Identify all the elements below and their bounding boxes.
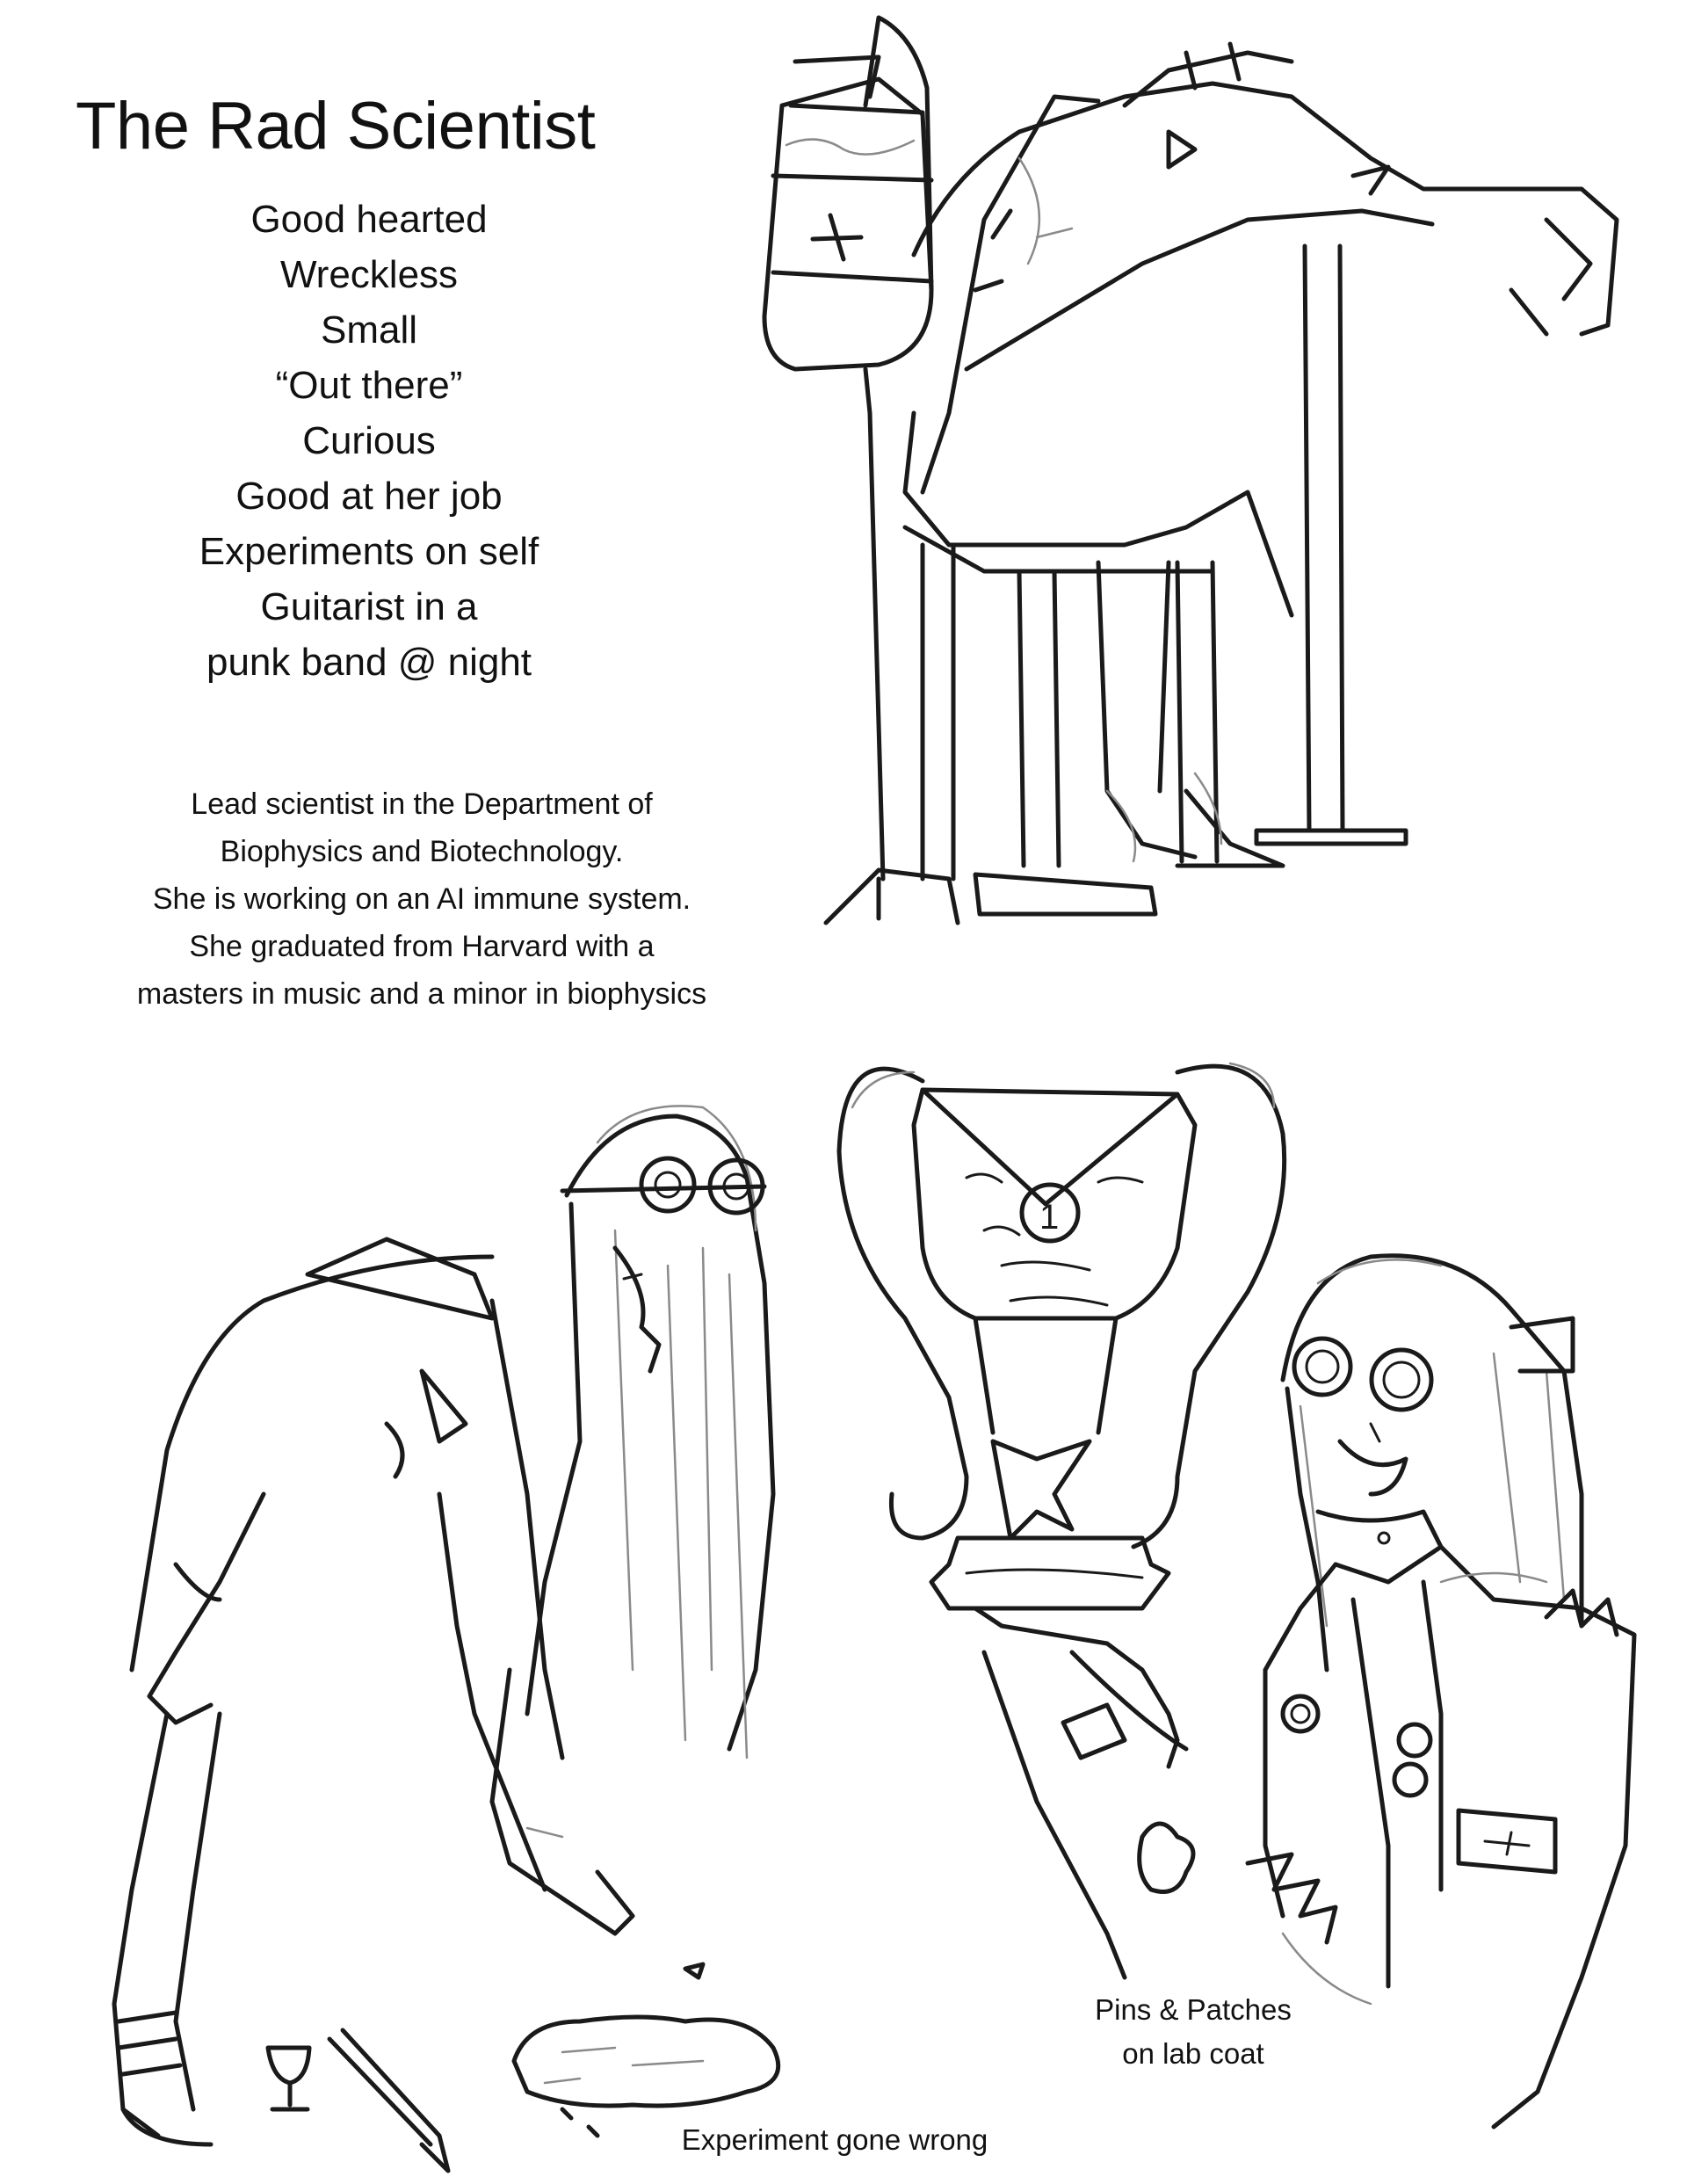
goggles-icon <box>1294 1339 1431 1410</box>
trait-item: Guitarist in a <box>260 585 478 628</box>
patch-badge <box>1063 1705 1125 1758</box>
trait-item: Good hearted <box>250 198 488 241</box>
spill <box>514 2017 778 2106</box>
page-title: The Rad Scientist <box>76 89 596 163</box>
bio-line: Lead scientist in the Department of <box>191 787 653 821</box>
plus-symbol <box>813 215 861 259</box>
trait-item: punk band @ night <box>206 641 532 684</box>
experiment-caption: Experiment gone wrong <box>681 2123 988 2156</box>
bio-line: She graduated from Harvard with a <box>189 930 655 963</box>
caption-line: on lab coat <box>1122 2037 1264 2070</box>
trait-item: Small <box>320 308 418 352</box>
caption-line: Pins & Patches <box>1095 1993 1292 2026</box>
trait-item: Good at her job <box>235 475 503 518</box>
iv-bag <box>764 79 931 369</box>
patch-badge <box>1459 1810 1555 1872</box>
trophy-sketch <box>839 1063 1634 2127</box>
trait-item: Curious <box>302 419 436 462</box>
bio-line: masters in music and a minor in biophysics <box>136 977 707 1011</box>
dropper-icon <box>329 2030 448 2171</box>
bio-line: Biophysics and Biotechnology. <box>220 835 624 868</box>
pin-ring <box>1283 1696 1318 1731</box>
goggles-icon <box>562 1158 764 1213</box>
trait-item: Wreckless <box>279 253 459 296</box>
figure-hair <box>1283 1256 1582 1626</box>
trophy-number: 1 <box>1039 1198 1060 1237</box>
figure-body <box>914 83 1617 334</box>
iv-stand-base <box>826 870 958 923</box>
goblet-icon <box>268 2048 309 2109</box>
pin-flower <box>1140 1824 1193 1892</box>
trait-item: “Out there” <box>275 364 463 407</box>
lab-coat <box>132 1257 492 1670</box>
pin-button <box>1394 1764 1426 1796</box>
pins-patches-caption <box>1061 1988 1325 2076</box>
experiment-sketch <box>114 1106 778 2171</box>
pin-button <box>1399 1724 1430 1756</box>
lab-stand-sketch <box>764 18 1617 923</box>
trait-item: Experiments on self <box>199 530 539 573</box>
bio-line: She is working on an AI immune system. <box>152 882 691 916</box>
lab-stand-pole <box>1305 246 1343 831</box>
